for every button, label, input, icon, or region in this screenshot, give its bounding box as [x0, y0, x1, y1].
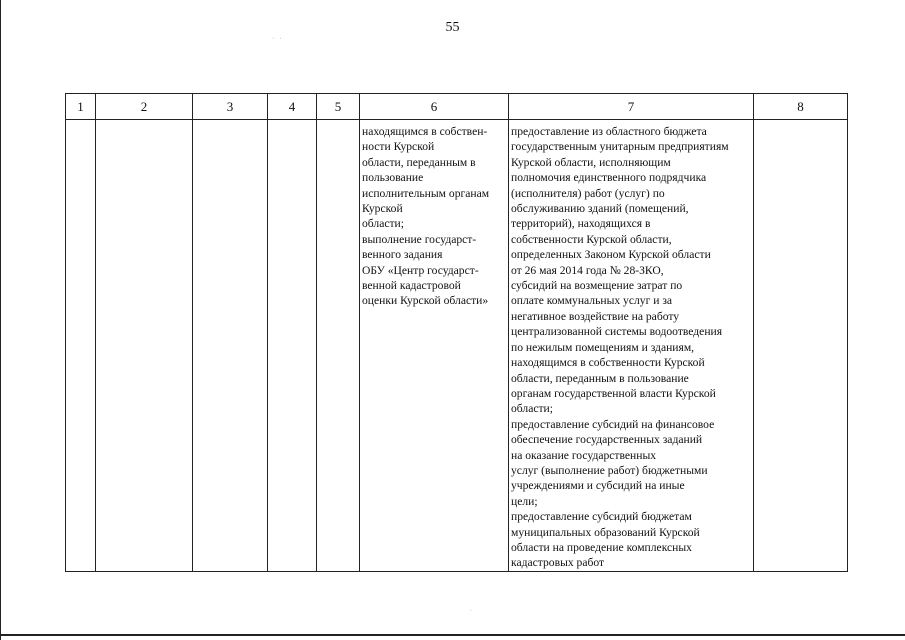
text-line: централизованной системы водоотведения [511, 325, 723, 339]
text-line: находящимся в собствен- [362, 125, 488, 138]
text-line: ности Курской [362, 140, 435, 154]
table-header-row [66, 94, 848, 120]
text-line: собственности Курской области, [511, 232, 672, 246]
scan-speck: · [470, 608, 474, 614]
text-line: области, переданным в пользование [511, 371, 689, 385]
text-line: оценки Курской области» [362, 294, 489, 308]
table-cell-col5 [317, 120, 360, 572]
table-cell-col1 [66, 120, 96, 572]
text-line: субсидий на возмещение затрат по [511, 279, 683, 293]
column-header: 6 [360, 94, 509, 120]
text-line: венной кадастровой [362, 279, 461, 293]
text-line: государственным унитарным предприятиям [511, 140, 729, 154]
text-line: пользование [362, 171, 424, 185]
text-line: услуг (выполнение работ) бюджетными [511, 463, 708, 477]
column-header: 2 [96, 94, 193, 120]
text-line: Курской области, исполняющим [511, 155, 671, 169]
text-line: цели; [511, 494, 538, 508]
column-header: 1 [66, 94, 96, 120]
text-line: выполнение государст- [362, 232, 477, 246]
text-line: области на проведение комплексных [511, 540, 692, 554]
text-line: области, переданным в [362, 155, 476, 169]
text-line: исполнительным органам [362, 186, 490, 200]
text-line: от 26 мая 2014 года № 28-ЗКО, [511, 263, 664, 277]
col6-text [360, 120, 508, 309]
text-line: негативное воздействие на работу [511, 309, 680, 323]
column-header: 7 [509, 94, 754, 120]
scan-speck: · · [272, 36, 284, 42]
text-line: муниципальных образований Курской [511, 525, 700, 539]
text-line: полномочия единственного подрядчика [511, 171, 707, 185]
text-line: предоставление субсидий бюджетам [511, 510, 692, 524]
text-line: ОБУ «Центр государст- [362, 263, 479, 277]
table-cell-col3 [193, 120, 268, 572]
table-cell-col8 [754, 120, 848, 572]
text-line: находящимся в собственности Курской [511, 356, 705, 370]
text-line: определенных Законом Курской области [511, 248, 711, 262]
column-header: 3 [193, 94, 268, 120]
text-line: органам государственной власти Курской [511, 386, 716, 400]
text-line: предоставление субсидий на финансовое [511, 417, 715, 431]
text-line: предоставление из областного бюджета [511, 125, 707, 138]
text-line: области; [362, 217, 404, 231]
col7-text [509, 120, 753, 571]
page-number: 55 [445, 20, 460, 35]
text-line: Курской [362, 202, 403, 216]
text-line: учреждениями и субсидий на иные [511, 479, 685, 493]
column-header: 5 [317, 94, 360, 120]
text-line: обеспечение государственных заданий [511, 433, 703, 447]
table-cell-col6 [360, 120, 509, 572]
text-line: на оказание государственных [511, 448, 657, 462]
page-edge-left [0, 0, 1, 640]
text-line: по нежилым помещениям и зданиям, [511, 340, 695, 354]
table-row [66, 120, 848, 572]
text-line: обслуживанию зданий (помещений, [511, 202, 689, 216]
document-table [65, 93, 848, 572]
text-line: кадастровых работ [511, 556, 605, 570]
table-cell-col2 [96, 120, 193, 572]
table-cell-col7 [509, 120, 754, 572]
column-header: 8 [754, 94, 848, 120]
column-header: 4 [268, 94, 317, 120]
text-line: оплате коммунальных услуг и за [511, 294, 673, 308]
page-edge-bottom [0, 634, 905, 636]
table-cell-col4 [268, 120, 317, 572]
text-line: (исполнителя) работ (услуг) по [511, 186, 665, 200]
text-line: венного задания [362, 248, 443, 262]
text-line: области; [511, 402, 553, 416]
text-line: территорий), находящихся в [511, 217, 651, 231]
